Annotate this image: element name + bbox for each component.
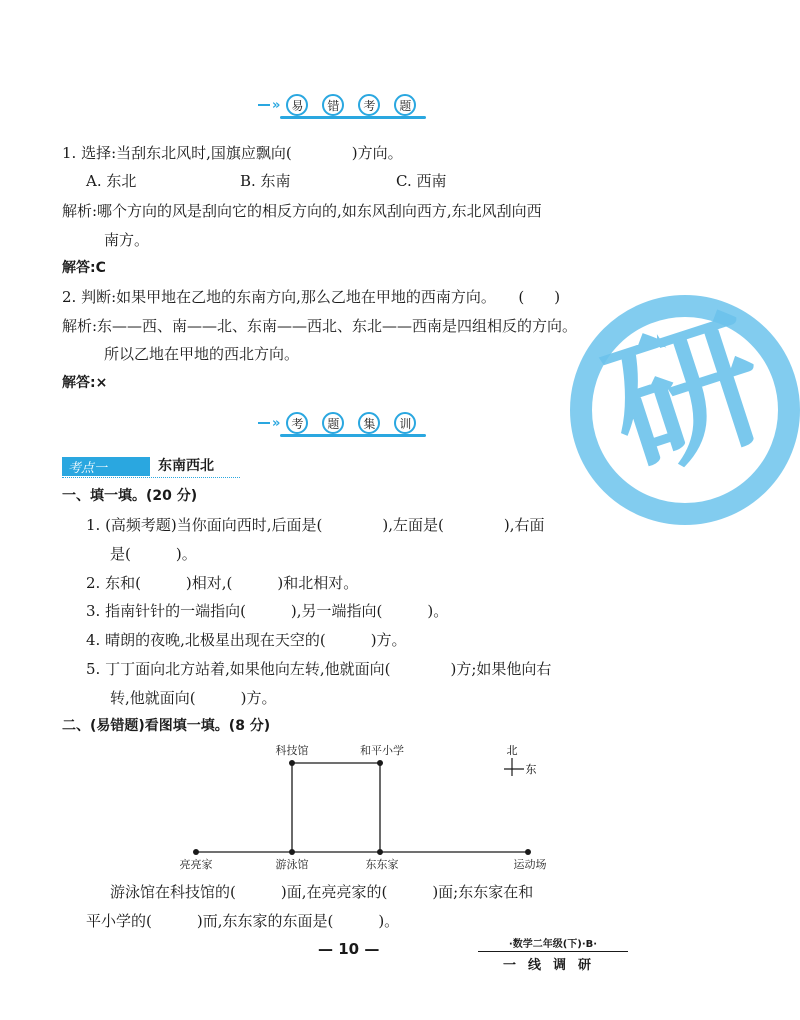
section1-title: 一、填一填。(20 分) <box>62 488 198 504</box>
section1-item: 1. (高频考题)当你面向西时,后面是( ),左面是( ),右面 <box>86 516 545 534</box>
map-point-youyong <box>289 849 295 855</box>
map-point-yundong <box>525 849 531 855</box>
section1-item: 3. 指南针针的一端指向( ),另一端指向( )。 <box>86 602 449 620</box>
section1-item: 2. 东和( )相对,( )和北相对。 <box>86 574 359 592</box>
q2-analysis-line1: 解析:东——西、南——北、东南——西北、东北——西南是四组相反的方向。 <box>62 317 578 335</box>
kaodian-tag: 考点一 <box>62 457 150 476</box>
banner-char: 考 <box>358 94 380 116</box>
banner-char: 训 <box>394 412 416 434</box>
banner-arrow-icon: » <box>258 98 280 113</box>
series-mark <box>478 935 628 973</box>
map-label-liang: 亮亮家 <box>179 858 213 871</box>
banner-char: 集 <box>358 412 380 434</box>
map-diagram <box>0 740 734 880</box>
banner-char: 易 <box>286 94 308 116</box>
section2-text-line1: 游泳馆在科技馆的( )面,在亮亮家的( )面;东东家在和 <box>110 883 534 901</box>
compass-east-label: 东 <box>525 763 537 776</box>
map-label-heping: 和平小学 <box>360 744 404 757</box>
q1-analysis-line1: 解析:哪个方向的风是刮向它的相反方向的,如东风刮向西方,东北风刮向西 <box>62 202 542 220</box>
page-number: — 10 — <box>318 940 380 958</box>
banner-char: 考 <box>286 412 308 434</box>
banner-arrow-icon: » <box>258 416 280 431</box>
map-point-liang <box>193 849 199 855</box>
map-label-yundong: 运动场 <box>513 858 547 871</box>
section1-item: 4. 晴朗的夜晚,北极星出现在天空的( )方。 <box>86 631 407 649</box>
series-bottom: 一线调研 <box>502 958 603 973</box>
compass-north-label: 北 <box>506 744 518 757</box>
q2-analysis-line2: 所以乙地在甲地的西北方向。 <box>104 345 300 363</box>
q2-stem: 2. 判断:如果甲地在乙地的东南方向,那么乙地在甲地的西南方向。 ( ) <box>62 288 561 306</box>
banner-char: 错 <box>322 94 344 116</box>
map-label-keji: 科技馆 <box>275 744 309 757</box>
kaodian-underline <box>62 477 240 478</box>
q2-answer: 解答:× <box>62 375 108 391</box>
kaodian-title: 东南西北 <box>158 458 214 474</box>
compass-icon <box>504 758 524 776</box>
map-point-heping <box>377 760 383 766</box>
q1-option-c: C. 西南 <box>396 172 447 190</box>
map-label-youyong: 游泳馆 <box>275 858 309 871</box>
q1-analysis-line2: 南方。 <box>104 231 150 249</box>
q1-answer: 解答:C <box>62 260 106 276</box>
q1-option-a: A. 东北 <box>86 172 137 190</box>
section2-title: 二、(易错题)看图填一填。(8 分) <box>62 718 271 734</box>
banner-char: 题 <box>322 412 344 434</box>
section1-item: 5. 丁丁面向北方站着,如果他向左转,他就面向( )方;如果他向右 <box>86 660 552 678</box>
banner-error-prone <box>258 92 416 118</box>
section1-item: 是( )。 <box>110 545 197 563</box>
map-label-dongdong: 东东家 <box>365 858 399 871</box>
banner-exercise <box>258 410 416 436</box>
q1-option-b: B. 东南 <box>240 172 291 190</box>
section1-item: 转,他就面向( )方。 <box>110 689 277 707</box>
banner-char: 题 <box>394 94 416 116</box>
map-point-dongdong <box>377 849 383 855</box>
q1-stem: 1. 选择:当刮东北风时,国旗应飘向( )方向。 <box>62 144 403 162</box>
section2-text-line2: 平小学的( )而,东东家的东面是( )。 <box>86 912 400 930</box>
series-top: ·数学二年级(下)·B· <box>478 935 628 952</box>
map-point-keji <box>289 760 295 766</box>
watermark-char: 研 <box>588 291 786 503</box>
